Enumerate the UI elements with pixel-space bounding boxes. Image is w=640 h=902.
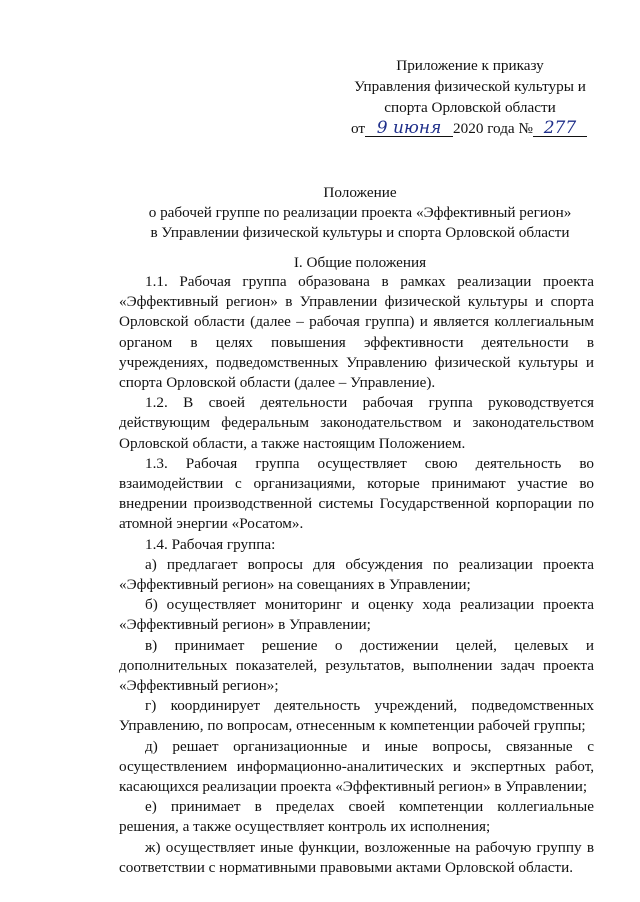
appendix-block (345, 55, 595, 139)
paragraph-1-4: 1.4. Рабочая группа: (145, 535, 276, 553)
list-item-v: в) принимает решение о достижении целей, целевых и дополнительных показателей, результатов, выполнении задач проекта «Эффективный регион»; (119, 636, 594, 695)
title-line-3: в Управлении физической культуры и спорта Орловской области (150, 224, 570, 241)
list-item-a: а) предлагает вопросы для обсуждения по реализации проекта «Эффективный регион» на совещаниях в Управлении; (119, 555, 594, 594)
title-line-1: Положение (323, 184, 397, 201)
list-item-b: б) осуществляет мониторинг и оценку хода реализации проекта «Эффективный регион» в Управлении; (119, 596, 594, 634)
paragraph-1-2: 1.2. В своей деятельности рабочая группа руководствуется действующим федеральным законодательством и законодательством Орловской области, а также настоящим Положением. (119, 394, 594, 452)
order-date-line (345, 118, 595, 139)
appendix-line-1: Приложение к приказу (396, 57, 544, 74)
list-item-zh: ж) осуществляет иные функции, возложенные на рабочую группу в соответствии с нормативными правовыми актами Орловской области. (119, 838, 594, 876)
section-heading: I. Общие положения (293, 254, 427, 271)
appendix-line-2: Управления физической культуры и (354, 78, 586, 95)
title-line-2: о рабочей группе по реализации проекта «Эффективный регион» (148, 204, 572, 221)
paragraph-1-3: 1.3. Рабочая группа осуществляет свою деятельность во взаимодействии с организациями, которые принимают участие во внедрении производственной системы Государственной корпорации по атомной энергии «Росатом». (119, 454, 594, 533)
document-title (0, 183, 640, 243)
handwritten-order-number: 277 (533, 118, 587, 139)
date-prefix: от (351, 120, 366, 137)
list-item-e: е) принимает в пределах своей компетенции коллегиальные решения, а также осуществляет контроль их исполнения; (119, 798, 594, 836)
handwritten-date: 9 июня (365, 118, 453, 139)
list-item-g: г) координирует деятельность учреждений, подведомственных Управлению, по вопросам, отнесенным к компетенции рабочей группы; (119, 697, 594, 735)
list-item-d: д) решает организационные и иные вопросы, связанные с осуществлением информационно-аналитических и экспертных работ, касающихся реализации проекта «Эффективный регион» в Управлении; (119, 737, 594, 796)
date-year-number-label: 2020 года № (453, 120, 533, 137)
appendix-line-3: спорта Орловской области (384, 99, 556, 116)
document-body (119, 272, 594, 878)
paragraph-1-1: 1.1. Рабочая группа образована в рамках реализации проекта «Эффективный регион» в Управлении физической культуры и спорта Орловской области (далее – рабочая группа) и является коллегиальным органом в целях повышения эффективности деятельности в учреждениях, подведомственных Управлению физической культуры и спорта Орловской области (далее – Управление). (119, 273, 594, 392)
